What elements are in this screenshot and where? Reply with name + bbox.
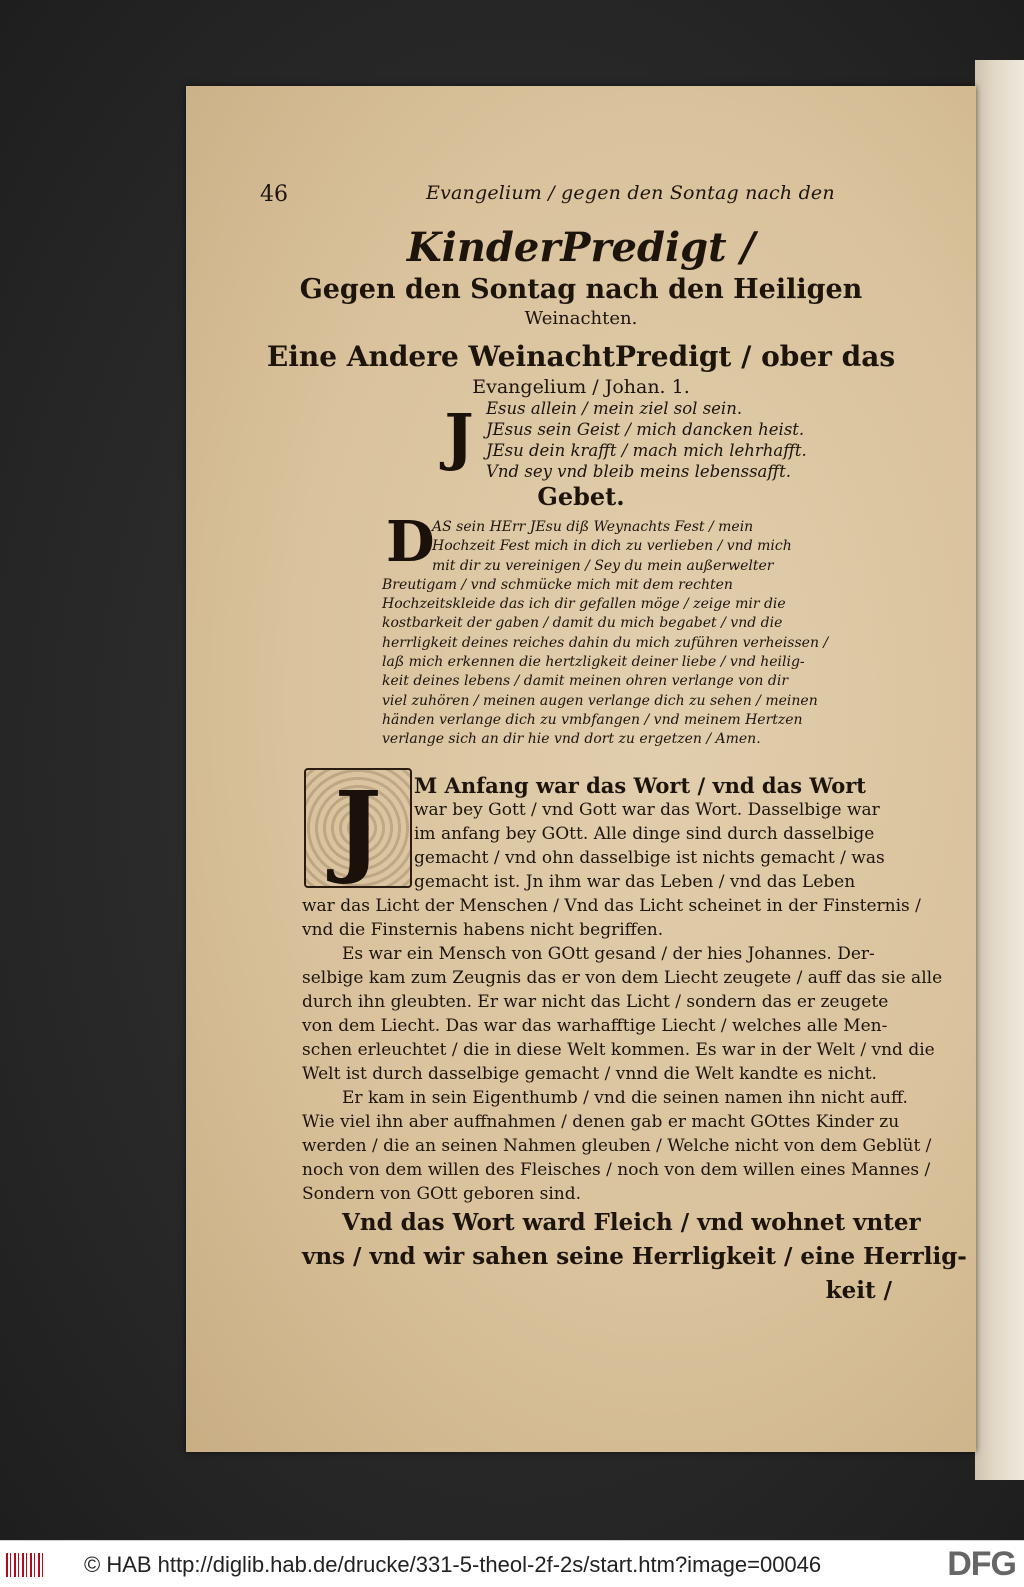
dfg-logo: DFG (947, 1545, 1016, 1583)
body-line: Sondern von GOtt geboren sind. (302, 1184, 582, 1204)
body-line: gemacht ist. Jn ihm war das Leben / vnd das Leben (414, 872, 856, 892)
hab-barcode-icon (6, 1553, 46, 1577)
prayer-line: händen verlange dich zu vmbfangen / vnd meinem Hertzen (382, 711, 803, 728)
running-head: Evangelium / gegen den Sontag nach den (426, 182, 835, 204)
body-line: keit / (825, 1277, 892, 1304)
verse-line: JEsus sein Geist / mich dancken heist. (486, 420, 805, 439)
section-title: Eine Andere WeinachtPredigt / ober das (266, 340, 896, 373)
prayer-line: herrligkeit deines reiches dahin du mich zuführen verheissen / (382, 634, 829, 651)
prayer-line: keit deines lebens / damit meinen ohren verlange von dir (382, 673, 789, 690)
body-line: M Anfang war das Wort / vnd das Wort (414, 773, 866, 798)
page-number: 46 (260, 182, 288, 207)
gospel-text (302, 773, 967, 1308)
verse-line: Esus allein / mein ziel sol sein. (486, 399, 743, 418)
body-line: im anfang bey GOtt. Alle dinge sind durch dasselbige (414, 824, 875, 844)
verse-block (486, 398, 807, 482)
body-line: von dem Liecht. Das war das warhafftige Liecht / welches alle Men- (302, 1016, 888, 1036)
title-subtitle-2: Weinachten. (524, 308, 638, 329)
verse-line: Vnd sey vnd bleib meins lebenssafft. (486, 462, 791, 481)
viewer-footer (0, 1540, 1024, 1587)
prayer-heading: Gebet. (537, 482, 625, 511)
adjacent-page-edge (975, 60, 1024, 1480)
body-line: schen erleuchtet / die in diese Welt kommen. Es war in der Welt / vnd die (302, 1040, 935, 1060)
prayer-block (382, 518, 834, 750)
ornamental-initial: J (304, 768, 412, 888)
body-line: selbige kam zum Zeugnis das er von dem Liecht zeugete / auff das sie alle (302, 968, 943, 988)
section-subtitle: Evangelium / Johan. 1. (472, 376, 690, 398)
body-line: vnd die Finsternis habens nicht begriffen. (302, 920, 664, 940)
prayer-initial: D (386, 509, 435, 575)
body-line: Welt ist durch dasselbige gemacht / vnnd die Welt kandte es nicht. (302, 1064, 877, 1084)
prayer-line: laß mich erkennen die hertzligkeit deiner liebe / vnd heilig- (382, 654, 805, 671)
prayer-line: verlange sich an dir hie vnd dort zu ergetzen / Amen. (382, 731, 761, 748)
book-page (186, 86, 976, 1452)
body-line: Es war ein Mensch von GOtt gesand / der hies Johannes. Der- (342, 944, 875, 964)
prayer-line: mit dir zu vereinigen / Sey du mein außerwelter (432, 557, 774, 574)
body-line: Wie viel ihn aber auffnahmen / denen gab er macht GOttes Kinder zu (302, 1112, 900, 1132)
body-line: durch ihn gleubten. Er war nicht das Licht / sondern das er zeugete (302, 992, 889, 1012)
body-line: vns / vnd wir sahen seine Herrligkeit / eine Herrlig- (302, 1243, 967, 1270)
prayer-line: Hochzeitskleide das ich dir gefallen möge / zeige mir die (382, 596, 786, 613)
prayer-line: Hochzeit Fest mich in dich zu verlieben / vnd mich (432, 538, 792, 555)
body-line: war bey Gott / vnd Gott war das Wort. Dasselbige war (414, 800, 880, 820)
body-line: gemacht / vnd ohn dasselbige ist nichts gemacht / was (414, 848, 885, 868)
body-line: noch von dem willen des Fleisches / noch von dem willen eines Mannes / (302, 1160, 931, 1180)
prayer-line: Breutigam / vnd schmücke mich mit dem rechten (382, 576, 733, 593)
title-subtitle: Gegen den Sontag nach den Heiligen (299, 274, 863, 305)
verse-initial: J (444, 400, 474, 473)
prayer-line: kostbarkeit der gaben / damit du mich begabet / vnd die (382, 615, 783, 632)
body-line: werden / die an seinen Nahmen gleuben / Welche nicht von dem Geblüt / (302, 1136, 932, 1156)
copyright-link[interactable]: © HAB http://diglib.hab.de/drucke/331-5-theol-2f-2s/start.htm?image=00046 (84, 1552, 822, 1577)
title-main: KinderPredigt / (406, 224, 756, 271)
body-line: Vnd das Wort ward Fleich / vnd wohnet vnter (342, 1209, 921, 1236)
body-line: Er kam in sein Eigenthumb / vnd die seinen namen ihn nicht auff. (342, 1088, 908, 1108)
verse-line: JEsu dein krafft / mach mich lehrhafft. (486, 441, 807, 460)
body-line: war das Licht der Menschen / Vnd das Licht scheinet in der Finsternis / (302, 896, 921, 916)
prayer-line: viel zuhören / meinen augen verlange dich zu sehen / meinen (382, 692, 818, 709)
prayer-line: AS sein HErr JEsu diß Weynachts Fest / mein (432, 519, 754, 535)
